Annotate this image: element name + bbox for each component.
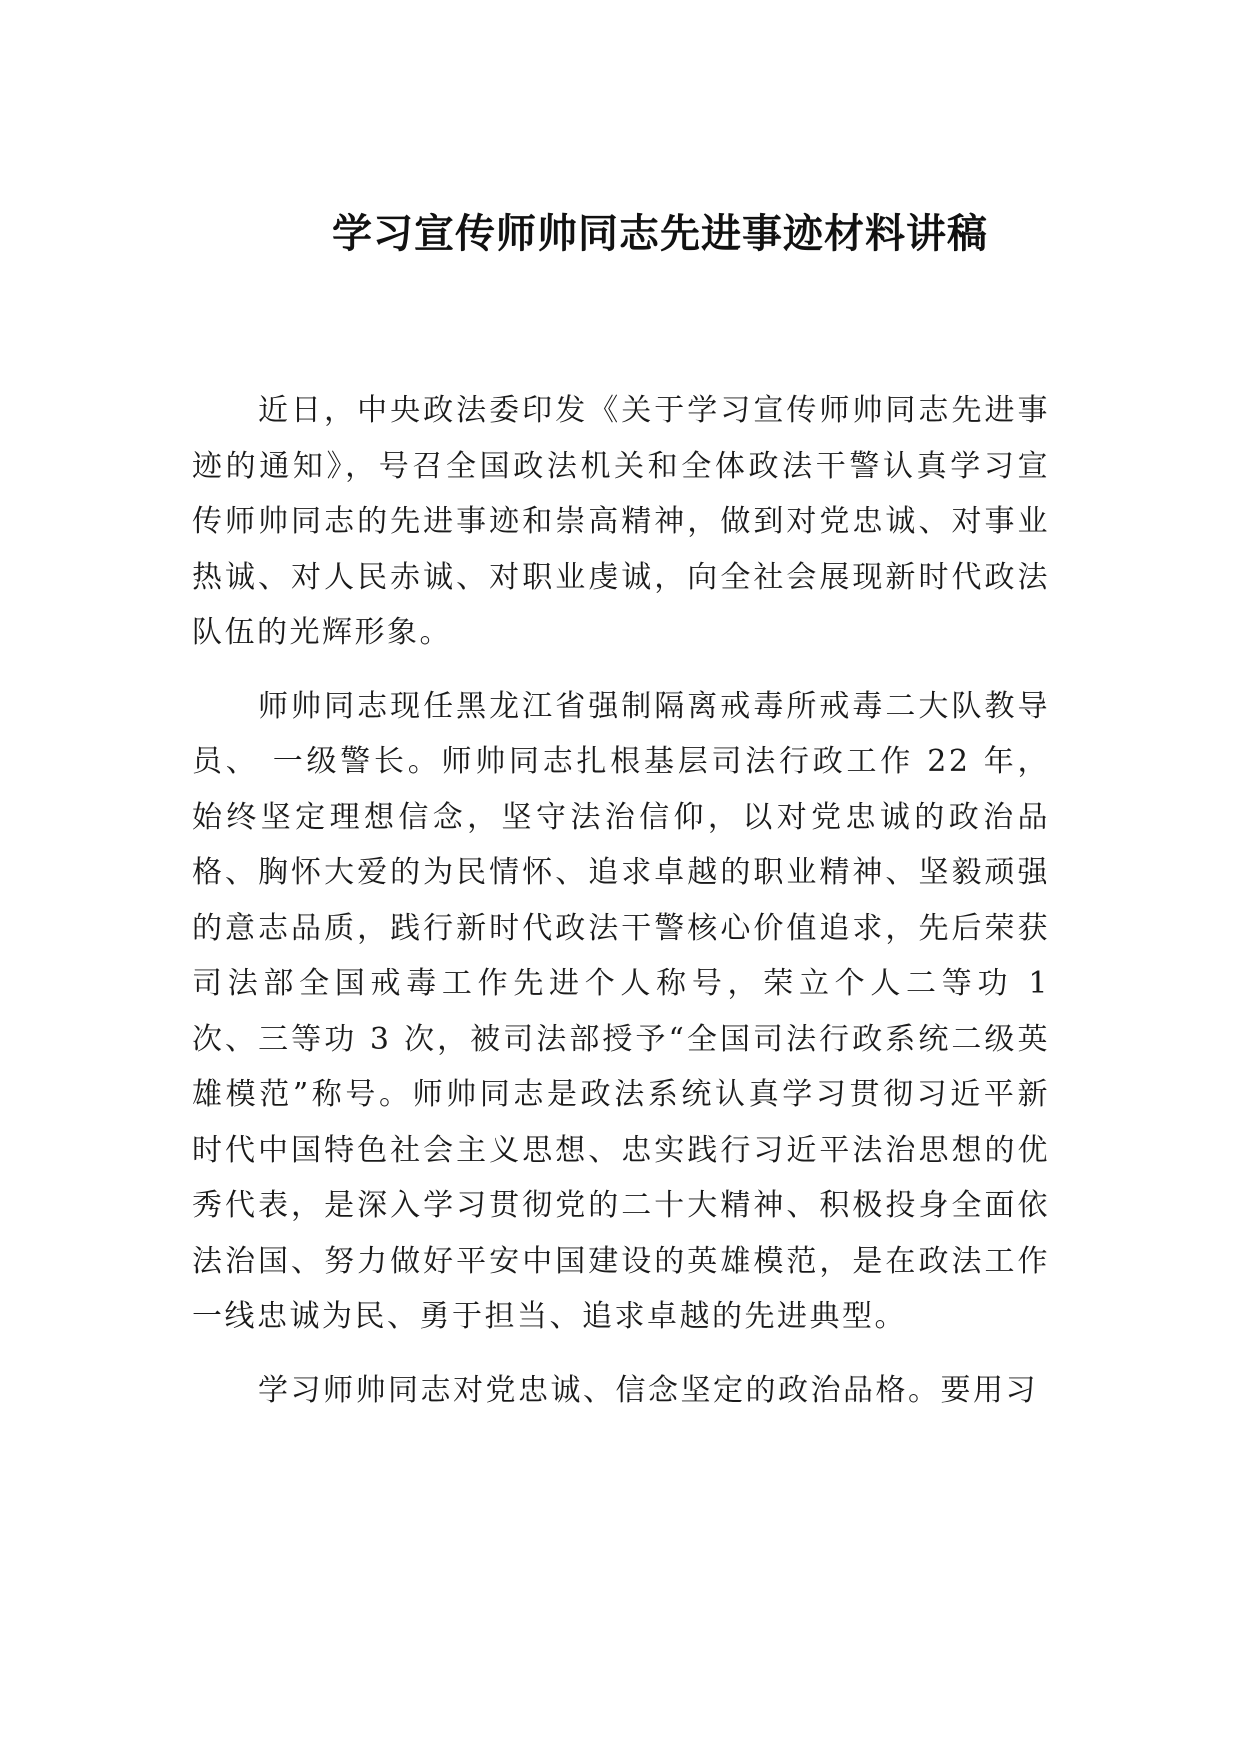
document-body [192, 383, 1050, 1436]
document-title: 学习宣传师帅同志先进事迹材料讲稿 [332, 211, 988, 257]
paragraph: 师帅同志现任黑龙江省强制隔离戒毒所戒毒二大队教导员、 一级警长。师帅同志扎根基层司法行政工作 22 年，始终坚定理想信念，坚守法治信仰，以对党忠诚的政治品格、胸怀大爱的为民情怀、追求卓越的职业精神、坚毅顽强的意志品质，践行新时代政法干警核心价值追求，先后荣获司法部全国戒毒工作先进个人称号，荣立个人二等功 1 次、三等功 3 次，被司法部授予“全国司法行政系统二级英雄模范”称号。师帅同志是政法系统认真学习贯彻习近平新时代中国特色社会主义思想、忠实践行习近平法治思想的优秀代表，是深入学习贯彻党的二十大精神、积极投身全面依法治国、努力做好平安中国建设的英雄模范，是在政法工作一线忠诚为民、勇于担当、追求卓越的先进典型。 [192, 688, 1050, 1334]
paragraph: 学习师帅同志对党忠诚、信念坚定的政治品格。要用习 [258, 1372, 1038, 1408]
paragraph: 近日，中央政法委印发《关于学习宣传师帅同志先进事迹的通知》，号召全国政法机关和全体政法干警认真学习宣传师帅同志的先进事迹和崇高精神，做到对党忠诚、对事业热诚、对人民赤诚、对职业虔诚，向全社会展现新时代政法队伍的光辉形象。 [192, 393, 1050, 650]
